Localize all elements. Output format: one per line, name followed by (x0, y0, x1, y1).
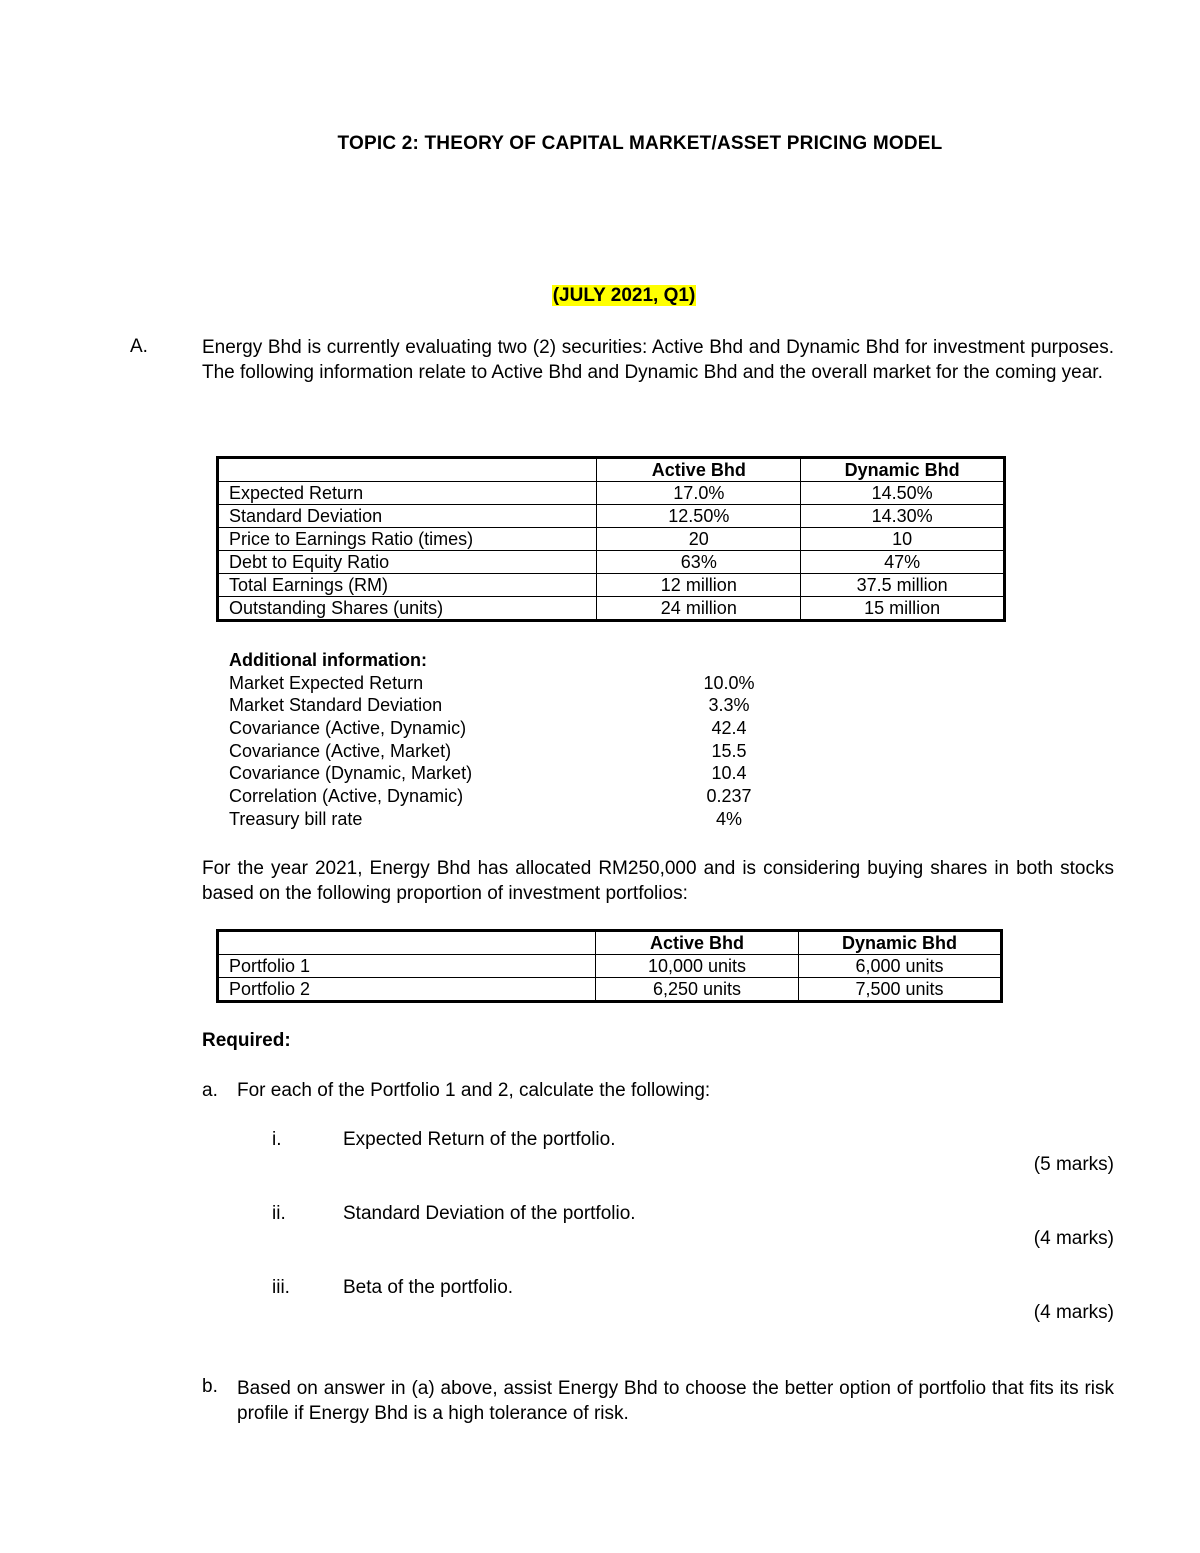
sub-question-number: ii. (272, 1203, 286, 1224)
marks-label: (4 marks) (1033, 1228, 1114, 1249)
table-cell: 17.0% (597, 482, 801, 505)
info-value: 10.0% (703, 672, 755, 693)
table-cell: 12.50% (597, 505, 801, 528)
additional-information (229, 649, 755, 831)
info-row (229, 785, 752, 808)
part-b-letter: b. (202, 1376, 218, 1397)
table-cell: 24 million (597, 597, 801, 621)
info-label: Market Expected Return (229, 672, 424, 693)
info-label: Treasury bill rate (229, 808, 363, 829)
sub-question-text: Beta of the portfolio. (343, 1277, 514, 1298)
table-row (218, 482, 1005, 505)
table-header-cell: Active Bhd (597, 458, 801, 482)
table-header-cell: Dynamic Bhd (801, 458, 1005, 482)
table-cell: 6,000 units (799, 955, 1002, 978)
table-row (218, 597, 1005, 621)
table-cell: 15 million (801, 597, 1005, 621)
info-value: 0.237 (706, 786, 752, 807)
info-row (229, 762, 747, 785)
table-cell: Standard Deviation (218, 505, 597, 528)
table-row (218, 528, 1005, 551)
exam-tag: (JULY 2021, Q1) (552, 285, 696, 306)
required-heading: Required: (202, 1030, 291, 1051)
securities-table (216, 456, 1006, 622)
table-row (218, 505, 1005, 528)
info-row (229, 740, 747, 763)
table-cell: 7,500 units (799, 978, 1002, 1002)
info-row (229, 694, 750, 717)
marks-label: (5 marks) (1033, 1154, 1114, 1175)
table-row (218, 978, 1002, 1002)
sub-question-text: Standard Deviation of the portfolio. (343, 1203, 636, 1224)
table-header-cell: Active Bhd (596, 931, 799, 955)
info-label: Covariance (Dynamic, Market) (229, 763, 473, 784)
table-header-row (218, 931, 1002, 955)
marks-label: (4 marks) (1033, 1302, 1114, 1323)
page-title: TOPIC 2: THEORY OF CAPITAL MARKET/ASSET PRICING MODEL (337, 133, 943, 154)
table-cell: 47% (801, 551, 1005, 574)
portfolio-table (216, 929, 1003, 1003)
table-cell: 6,250 units (596, 978, 799, 1002)
info-row (229, 672, 755, 695)
table-header-cell (218, 931, 596, 955)
table-cell: Total Earnings (RM) (218, 574, 597, 597)
part-a-letter: a. (202, 1080, 218, 1101)
question-intro: Energy Bhd is currently evaluating two (2) securities: Active Bhd and Dynamic Bhd for investment purposes. The following information relate to Active Bhd and Dynamic Bhd and the overall market for the coming year. (202, 337, 1114, 383)
table-header-cell: Dynamic Bhd (799, 931, 1002, 955)
info-label: Market Standard Deviation (229, 695, 443, 716)
table-row (218, 955, 1002, 978)
table-cell: Expected Return (218, 482, 597, 505)
table-cell: 20 (597, 528, 801, 551)
info-row (229, 717, 747, 740)
table-cell: Price to Earnings Ratio (times) (218, 528, 597, 551)
info-value: 42.4 (711, 718, 747, 739)
table-header-row (218, 458, 1005, 482)
info-value: 15.5 (711, 740, 747, 761)
table-cell: Debt to Equity Ratio (218, 551, 597, 574)
info-label: Correlation (Active, Dynamic) (229, 786, 464, 807)
table-cell: 12 million (597, 574, 801, 597)
info-value: 4% (715, 808, 742, 829)
table-cell: 14.30% (801, 505, 1005, 528)
table-cell: 63% (597, 551, 801, 574)
table-cell: Portfolio 2 (218, 978, 596, 1002)
table-cell: 14.50% (801, 482, 1005, 505)
part-a-text: For each of the Portfolio 1 and 2, calculate the following: (237, 1080, 711, 1101)
part-b-text: Based on answer in (a) above, assist Energy Bhd to choose the better option of portfolio that fits its risk profile if Energy Bhd is a high tolerance of risk. (237, 1378, 1114, 1424)
info-label: Covariance (Active, Market) (229, 740, 452, 761)
info-value: 3.3% (708, 695, 750, 716)
info-label: Covariance (Active, Dynamic) (229, 718, 467, 739)
sub-question-number: i. (272, 1129, 282, 1150)
table-row (218, 574, 1005, 597)
info-value: 10.4 (711, 763, 747, 784)
table-cell: 37.5 million (801, 574, 1005, 597)
info-row (229, 808, 742, 831)
table-row (218, 551, 1005, 574)
table-cell: Portfolio 1 (218, 955, 596, 978)
table-cell: 10 (801, 528, 1005, 551)
table-header-cell (218, 458, 597, 482)
sub-question-text: Expected Return of the portfolio. (343, 1129, 616, 1150)
allocation-paragraph: For the year 2021, Energy Bhd has allocated RM250,000 and is considering buying shares in both stocks based on the following proportion of investment portfolios: (202, 858, 1114, 904)
sub-question-number: iii. (272, 1277, 290, 1298)
exam-tag-container (0, 285, 1200, 307)
table-cell: 10,000 units (596, 955, 799, 978)
additional-heading: Additional information: (229, 650, 427, 670)
table-cell: Outstanding Shares (units) (218, 597, 597, 621)
question-letter: A. (130, 336, 148, 357)
